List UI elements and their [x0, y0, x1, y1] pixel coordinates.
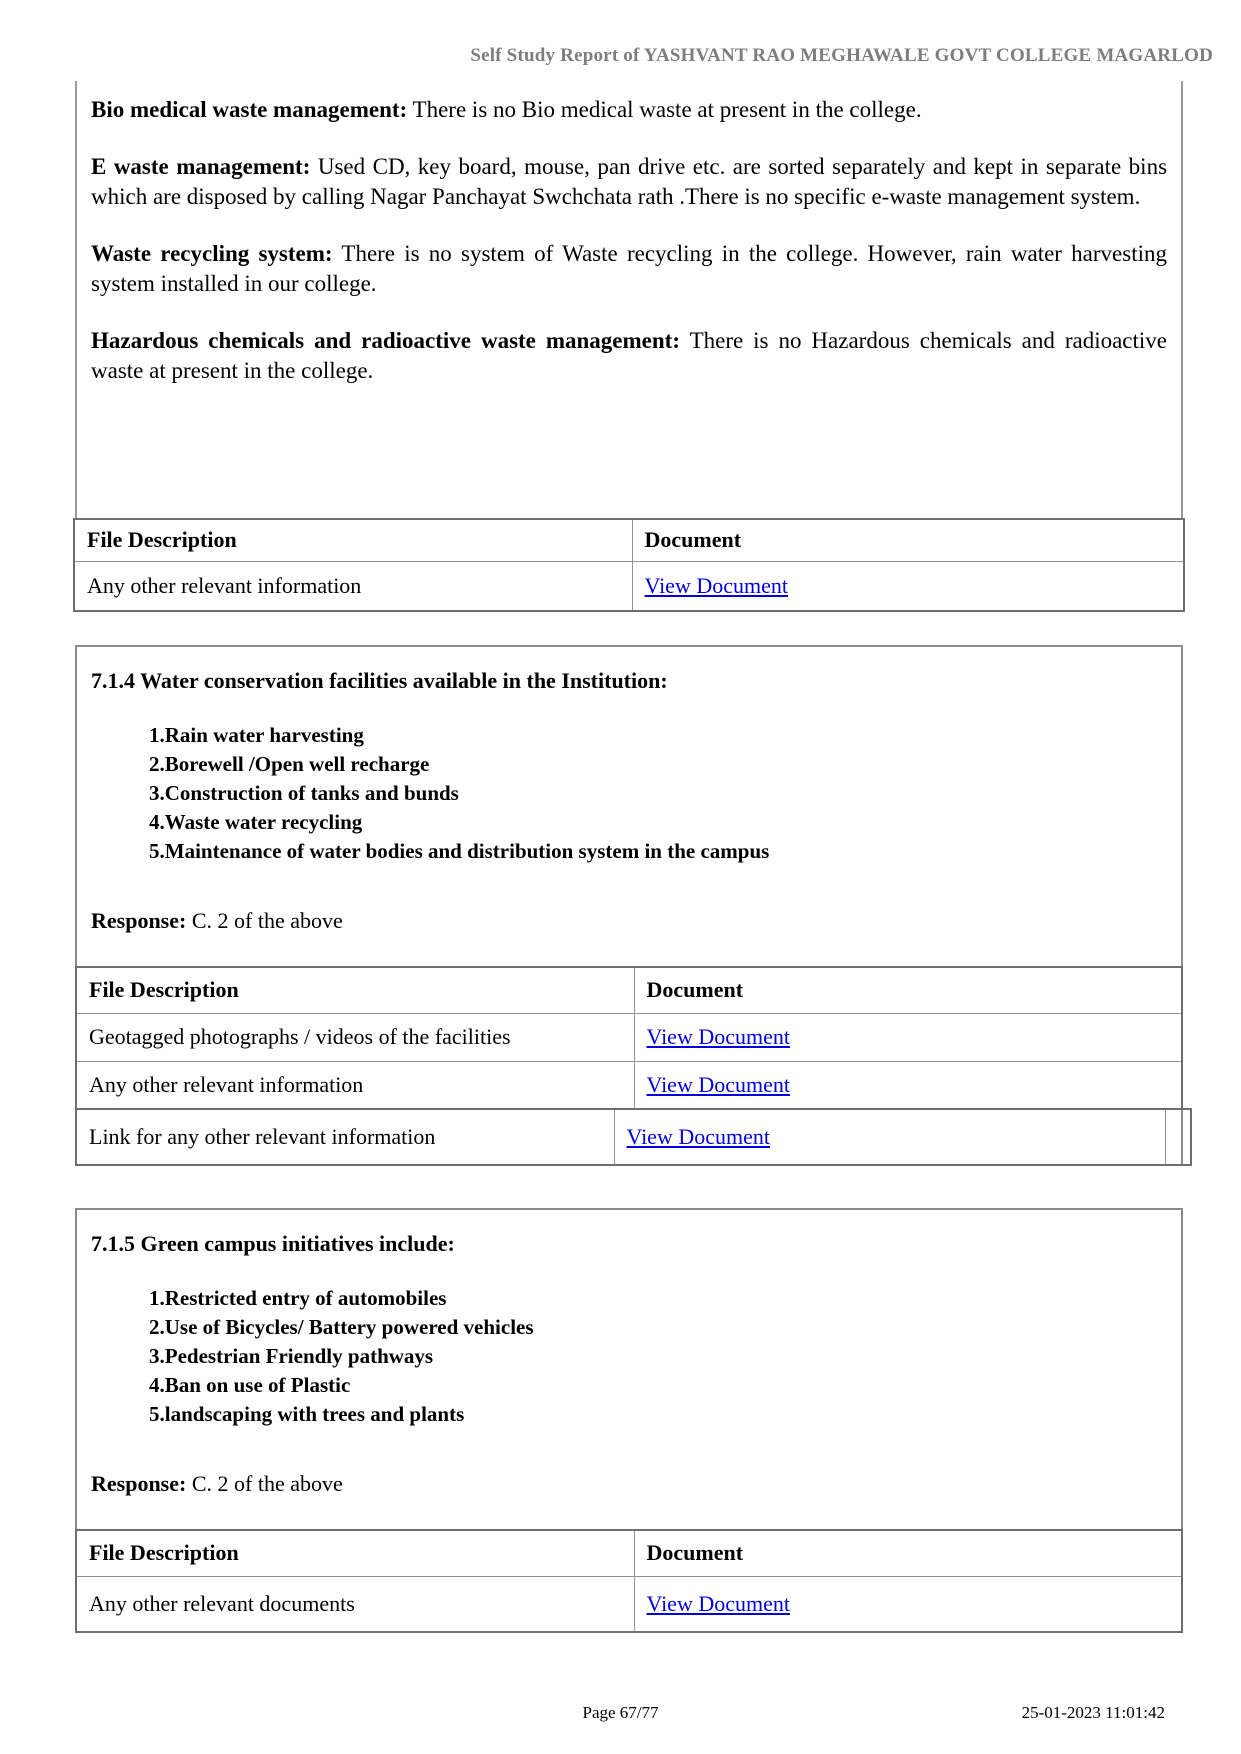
table-row — [74, 561, 1184, 611]
view-document-link[interactable]: View Document — [626, 1124, 770, 1149]
section-7-1-5-heading: 7.1.5 Green campus initiatives include: — [91, 1231, 455, 1256]
table-row — [76, 1576, 1182, 1632]
table-row — [76, 1109, 1191, 1165]
section-7-1-4-link-table — [75, 1108, 1192, 1166]
option-item: 5.landscaping with trees and plants — [149, 1402, 465, 1426]
paragraph-body: There is no Hazardous chemicals and radioactive waste at present in the college. — [91, 328, 1168, 383]
response-label: Response: — [91, 1471, 187, 1496]
waste-management-text — [75, 81, 1183, 518]
section-7-1-4-file-table — [75, 966, 1183, 1110]
view-document-link[interactable]: View Document — [644, 572, 788, 598]
section-7-1-4-content — [77, 647, 1181, 936]
document-cell — [634, 1013, 1182, 1061]
footer-datetime: 25-01-2023 11:01:42 — [1021, 1703, 1165, 1722]
document-header-cell: Document — [632, 519, 1184, 561]
table-header-row — [74, 519, 1184, 561]
document-cell — [632, 561, 1184, 611]
document-cell — [634, 1576, 1182, 1632]
section-7-1-5-content — [77, 1210, 1181, 1499]
response-label: Response: — [91, 908, 187, 933]
option-item: 5.Maintenance of water bodies and distribution system in the campus — [149, 839, 770, 863]
empty-cell — [1165, 1109, 1191, 1165]
option-item: 1.Restricted entry of automobiles — [149, 1286, 447, 1310]
file-description-table — [73, 518, 1185, 612]
view-document-link[interactable]: View Document — [646, 1590, 790, 1616]
paragraph-lead: Bio medical waste management: — [91, 97, 408, 122]
option-item: 2.Use of Bicycles/ Battery powered vehicles — [149, 1315, 534, 1339]
section-7-1-5-box — [75, 1208, 1183, 1633]
file-description-cell: Any other relevant information — [74, 561, 632, 611]
table-row — [76, 1013, 1182, 1061]
option-item: 2.Borewell /Open well recharge — [149, 752, 430, 776]
section-7-1-4-options-list — [91, 721, 1167, 866]
paragraph-lead: Hazardous chemicals and radioactive waste management: — [91, 328, 680, 353]
section-7-1-5-response — [91, 1469, 1167, 1499]
table-header-row — [76, 967, 1182, 1013]
option-item: 4.Ban on use of Plastic — [149, 1373, 351, 1397]
waste-recycling-paragraph — [91, 239, 1167, 299]
section-7-1-4-response — [91, 906, 1167, 936]
report-header-title: Self Study Report of YASHVANT RAO MEGHAWALE GOVT COLLEGE MAGARLOD — [470, 45, 1213, 66]
document-header-cell: Document — [634, 967, 1182, 1013]
paragraph-body: There is no Bio medical waste at present in the college. — [412, 97, 922, 122]
view-document-link[interactable]: View Document — [646, 1071, 790, 1097]
paragraph-body: Used CD, key board, mouse, pan drive etc. are sorted separately and kept in separate bins which are disposed by calling Nagar Panchayat Swchchata rath .There is no specific e-waste management system. — [91, 154, 1168, 209]
document-header-cell: Document — [634, 1530, 1182, 1576]
file-description-header-cell: File Description — [76, 1530, 634, 1576]
document-cell — [614, 1109, 1165, 1165]
table-header-row — [76, 1530, 1182, 1576]
option-item: 3.Pedestrian Friendly pathways — [149, 1344, 434, 1368]
response-value: C. 2 of the above — [191, 908, 343, 933]
page-content — [75, 81, 1183, 1633]
page-footer — [0, 1703, 1241, 1727]
paragraph-lead: Waste recycling system: — [91, 241, 333, 266]
section-7-1-5-options-list — [91, 1284, 1167, 1429]
table-row — [76, 1061, 1182, 1109]
file-description-cell: Link for any other relevant information — [76, 1109, 614, 1165]
document-cell — [634, 1061, 1182, 1109]
file-description-cell: Any other relevant documents — [76, 1576, 634, 1632]
file-description-header-cell: File Description — [74, 519, 632, 561]
option-item: 1.Rain water harvesting — [149, 723, 364, 747]
paragraph-body: There is no system of Waste recycling in the college. However, rain water harvesting system installed in our college. — [91, 241, 1167, 296]
paragraph-lead: E waste management: — [91, 154, 311, 179]
e-waste-paragraph — [91, 152, 1167, 212]
hazardous-waste-paragraph — [91, 326, 1167, 386]
section-7-1-4-box — [75, 645, 1183, 1166]
section-7-1-5-file-table — [75, 1529, 1183, 1633]
section-7-1-4-heading: 7.1.4 Water conservation facilities available in the Institution: — [91, 668, 668, 693]
file-description-header-cell: File Description — [76, 967, 634, 1013]
view-document-link[interactable]: View Document — [646, 1024, 790, 1049]
file-description-cell: Any other relevant information — [76, 1061, 634, 1109]
waste-management-block — [75, 81, 1183, 612]
file-description-cell: Geotagged photographs / videos of the facilities — [76, 1013, 634, 1061]
option-item: 3.Construction of tanks and bunds — [149, 781, 459, 805]
bio-medical-waste-paragraph — [91, 95, 1167, 125]
footer-page-number: Page 67/77 — [582, 1703, 659, 1722]
response-value: C. 2 of the above — [191, 1471, 343, 1496]
option-item: 4.Waste water recycling — [149, 810, 363, 834]
